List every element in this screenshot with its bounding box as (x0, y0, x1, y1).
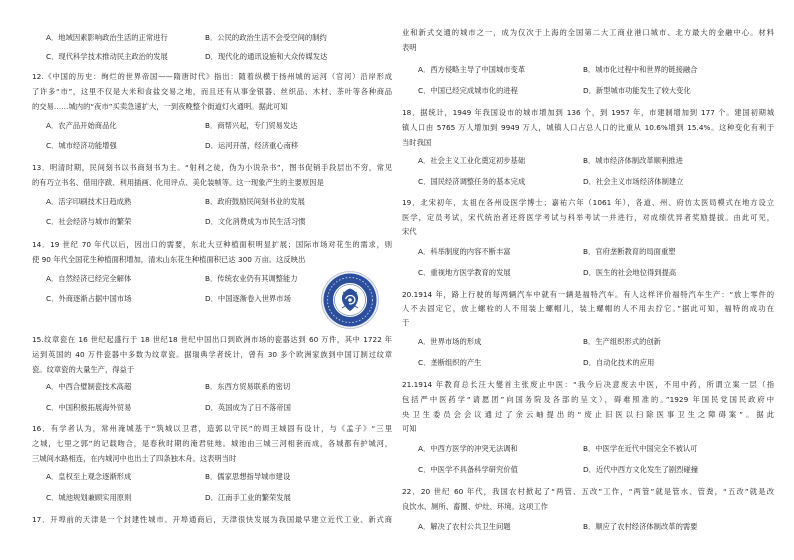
q17-stem-line: 17．开埠前的天津是一个封建性城市。开埠通商后，天津很快发展为我国最早建立近代工业、新式商 (32, 515, 392, 524)
q14-option-a: A．自然经济已经完全解体 (46, 274, 132, 283)
q20-stem-line: 人不去固定它，放上螺栓的人不用装上螺帽儿，装上螺帽的人不用去拧它。”据此可知，福特的成功在 (402, 304, 774, 313)
q12-option-d: D．运河开凿，经济重心南移 (205, 141, 299, 150)
q12-stem-line: 12.《中国的历史：绚烂的世界帝国——隋唐时代》指出：随着纵横于扬州城的运河（官河）沿岸形成 (32, 72, 392, 81)
q17-stem-line: 业和新式交通的城市之一，成为仅次于上海的全国第二大工商业港口城市、北方最大的金融中心。材料 (402, 28, 774, 37)
q12-option-a: A．农产品开始商品化 (46, 121, 117, 130)
porcelain-plate-drawing (321, 271, 379, 329)
q22-option-b: B．顺应了农村经济体制改革的需要 (583, 522, 698, 531)
q17-stem-line: 表明 (402, 43, 417, 52)
q18-stem-line: 当时我国 (402, 138, 432, 147)
q11-option-d: D．现代化的通讯设施和大众传媒发达 (205, 52, 328, 61)
q12-stem-line: 的交易……城内的“夜市”买卖急速扩大，一到夜晚整个街道灯火通明。据此可知 (32, 102, 288, 111)
q16-stem-line: 16．有学者认为，常州淹城基于“筑城以卫君，造郭以守民”的周王城固有设计，与《孟子》“三里 (32, 424, 392, 433)
q18-stem-line: 镇人口由 5765 万人增加到 9949 万人，城镇人口占总人口的比重从 10.6%增到 15.4%。这种变化有利于 (402, 123, 774, 132)
q14-option-d: D．中国逐渐卷入世界市场 (205, 294, 291, 303)
q13-stem-line: 的有巧立书名、借用序跋、利用插画、化用评点、美化装帧等。这一现象产生的主要原因是 (32, 178, 324, 187)
q19-option-c: C．重视地方医学教育的发展 (418, 268, 511, 277)
q13-option-d: D．文化消费成为市民生活习惯 (205, 217, 306, 226)
q12-option-c: C．城市经济功能增强 (46, 141, 117, 150)
q15-stem-line: 运到英国的 40 万件瓷器中多数为纹章瓷。据瑞典学者统计，曾有 30 多个欧洲家族到中国订制过纹章 (32, 350, 392, 359)
q15-option-d: D．英国成为了日不落帝国 (205, 403, 291, 412)
q20-option-a: A．世界市场的形成 (418, 337, 482, 346)
q19-option-d: D．医生的社会地位得到提高 (583, 268, 677, 277)
q16-option-c: C．城池规划兼顾实用原则 (46, 493, 132, 502)
q12-stem-line: 了许多“市”，这里不仅是大米和食盐交易之地，而且还有从事金银器、丝织品、木材、茶叶等各种商品 (32, 87, 392, 96)
q20-stem-line: 于 (402, 318, 410, 327)
q17-option-c: C．中国已经完成城市化的进程 (418, 86, 518, 95)
porcelain-plate-figure (321, 271, 379, 329)
q11-option-a: A．地域因素影响政治生活的正常进行 (46, 33, 168, 42)
q13-option-c: C．社会经济与城市的繁荣 (46, 217, 132, 226)
q13-option-a: A．活字印刷技术日趋成熟 (46, 197, 132, 206)
q15-option-a: A．中西合璧制瓷技术高超 (46, 382, 132, 391)
q22-stem-line: 22．20 世纪 60 年代，我国农村掀起了“两管、五改”工作，“两管”就是管水、管粪，“五改”就是改 (402, 487, 774, 496)
q21-option-a: A．中西方医学的冲突无法调和 (418, 444, 518, 453)
q21-stem-line: 可知 (402, 424, 417, 433)
q20-option-d: D．自动化技术的应用 (583, 358, 655, 367)
q17-option-b: B．城市化过程中和世界的链接融合 (583, 65, 698, 74)
q16-option-a: A．皇权至上观念逐渐形成 (46, 472, 132, 481)
q21-option-c: C．中医学不具备科学研究价值 (418, 465, 518, 474)
q21-option-b: B．中医学在近代中国完全不被认可 (583, 444, 698, 453)
q21-option-d: D．近代中西方文化发生了剧烈碰撞 (583, 465, 699, 474)
q19-option-b: B．官府垄断教育的局面重塑 (583, 247, 676, 256)
q12-option-b: B．商帮兴起，专门贸易发达 (205, 121, 298, 130)
q14-stem-line: 使 90 年代全国花生种植面积增加，清末山东花生种植面积已达 300 万亩。这反映出 (32, 255, 306, 264)
q16-stem-line: 三城间水路相连，在内城河中也出土了四条独木舟。这表明当时 (32, 454, 237, 463)
q21-stem-line: 包括严中医药学“请愿团”向国务院及各部的呈文），碍难照准的。”1929 年国民党国民政府中 (402, 395, 774, 404)
q17-option-a: A．西方侵略主导了中国城市变革 (418, 65, 526, 74)
q14-stem-line: 14．19 世纪 70 年代以后，因出口的需要，东北大豆种植面积明显扩展；国际市场对花生的需求，则 (32, 240, 392, 249)
q13-stem-line: 13．明清时期，民间刻书以书商刻书为主。“射利之徒，伪为小说杂书”，图书促销手段层出不穷，常见 (32, 163, 392, 172)
q16-option-d: D．江南手工业的繁荣发展 (205, 493, 291, 502)
q22-stem-line: 良饮水、厕所、畜圈、炉灶、环境。这项工作 (402, 502, 548, 511)
q21-stem-line: 21.1914 年教育总长汪大燮首主张废止中医：“我今后决意废去中医，不用中药，所谓立案一层（指 (402, 380, 774, 389)
q19-stem-line: 19．北宋初年，太祖在各州设医学博士；嘉祐六年（1061 年），各道、州、府仿太医局模式在地方设立 (402, 198, 774, 207)
q19-option-a: A．科举制度的内容不断丰富 (418, 247, 511, 256)
q18-option-d: D．社会主义市场经济体制建立 (583, 177, 684, 186)
q11-option-b: B．公民的政治生活不会受空间的制约 (205, 33, 327, 42)
q21-stem-line: 央卫生委员会会议通过了余云岫提出的“废止旧医以扫除医事卫生之障碍案”。据此 (402, 410, 774, 419)
q14-option-b: B．传统农业仍有其调整能力 (205, 274, 298, 283)
q13-option-b: B．政府鼓励民间刻书业的发展 (205, 197, 305, 206)
q20-stem-line: 20.1914 年，路上行驶的每两辆汽车中就有一辆是福特汽车。有人这样评价福特汽车生产：“放上零件的 (402, 290, 774, 299)
q11-option-c: C．现代科学技术推动民主政治的发展 (46, 52, 168, 61)
q16-option-b: B．儒家思想指导城市建设 (205, 472, 291, 481)
q15-stem-line: 瓷。纹章瓷的大量生产，得益于 (32, 365, 135, 374)
q17-option-d: D．新型城市功能发生了较大变化 (583, 86, 691, 95)
q14-option-c: C．外商逐渐占据中国市场 (46, 294, 132, 303)
q22-option-a: A．解决了农村公共卫生问题 (418, 522, 511, 531)
q16-stem-line: 之城，七里之郭”的记载吻合，是春秋时期的淹君驻地。城池由三城三河相套而成，各城都有护城河， (32, 439, 392, 448)
q19-stem-line: 宋代 (402, 227, 417, 236)
q18-option-b: B．城市经济体制改革顺利推进 (583, 156, 683, 165)
q20-option-b: B．生产组织形式的创新 (583, 337, 661, 346)
q19-stem-line: 医学，定员考试，宋代统治者还将医学考试与科举考试一并进行，对成绩优异者奖励提拔。由此可见， (402, 213, 774, 222)
q18-stem-line: 18．据统计，1949 年我国设市的城市增加到 136 个，到 1957 年，市建制增加到 177 个。建国初期城 (402, 108, 774, 117)
q15-option-b: B．东西方贸易联系的密切 (205, 382, 291, 391)
q15-option-c: C．中国积极拓展海外贸易 (46, 403, 132, 412)
q18-option-a: A．社会主义工业化奠定初步基础 (418, 156, 526, 165)
q18-option-c: C．国民经济调整任务的基本完成 (418, 177, 526, 186)
q15-stem-line: 15.纹章瓷在 16 世纪起盛行于 18 世纪18 世纪中国出口到欧洲市场的瓷器达到 60 万件，其中 1722 年 (32, 335, 392, 344)
q20-option-c: C．垄断组织的产生 (418, 358, 482, 367)
